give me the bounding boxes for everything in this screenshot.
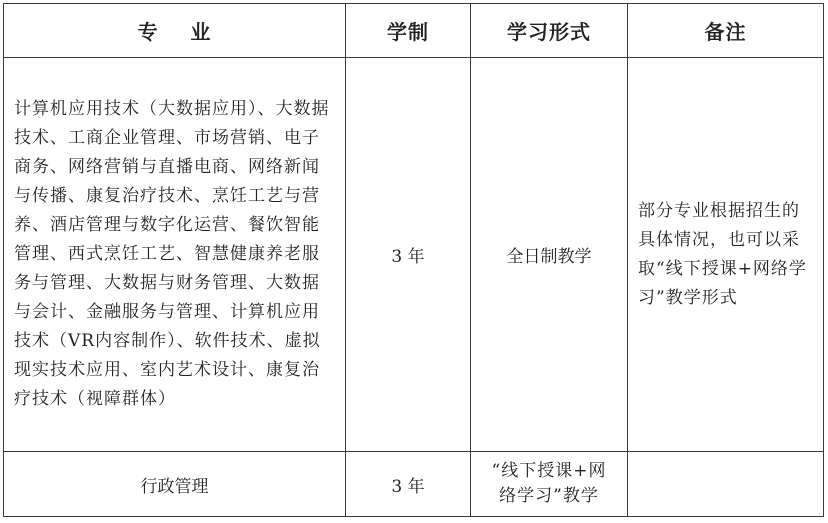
- major-cell: 计算机应用技术（大数据应用）、大数据技术、工商企业管理、市场营销、电子商务、网络营销与直播电商、网络新闻与传播、康复治疗技术、烹饪工艺与营养、酒店管理与数字化运营、餐饮智能管理、西式烹饪工艺、智慧健康养老服务与管理、大数据与财务管理、大数据与会计、金融服务与管理、计算机应用技术（VR内容制作）、软件技术、虚拟现实技术应用、室内艺术设计、康复治疗技术（视障群体）: [4, 58, 346, 452]
- header-remarks: 备注: [628, 4, 824, 58]
- major-cell: 行政管理: [4, 452, 346, 517]
- duration-cell: 3 年: [346, 58, 471, 452]
- study-mode-cell: “线下授课+网络学习”教学: [471, 452, 628, 517]
- header-duration: 学制: [346, 4, 471, 58]
- program-table: [3, 3, 824, 517]
- header-major: 专 业: [4, 4, 346, 58]
- table-row: [4, 58, 824, 452]
- header-row: [4, 4, 824, 58]
- header-study-mode: 学习形式: [471, 4, 628, 58]
- remarks-cell: [628, 452, 824, 517]
- duration-cell: 3 年: [346, 452, 471, 517]
- table-row: [4, 452, 824, 517]
- study-mode-cell: 全日制教学: [471, 58, 628, 452]
- remarks-cell: 部分专业根据招生的具体情况，也可以采取“线下授课+网络学习”教学形式: [628, 58, 824, 452]
